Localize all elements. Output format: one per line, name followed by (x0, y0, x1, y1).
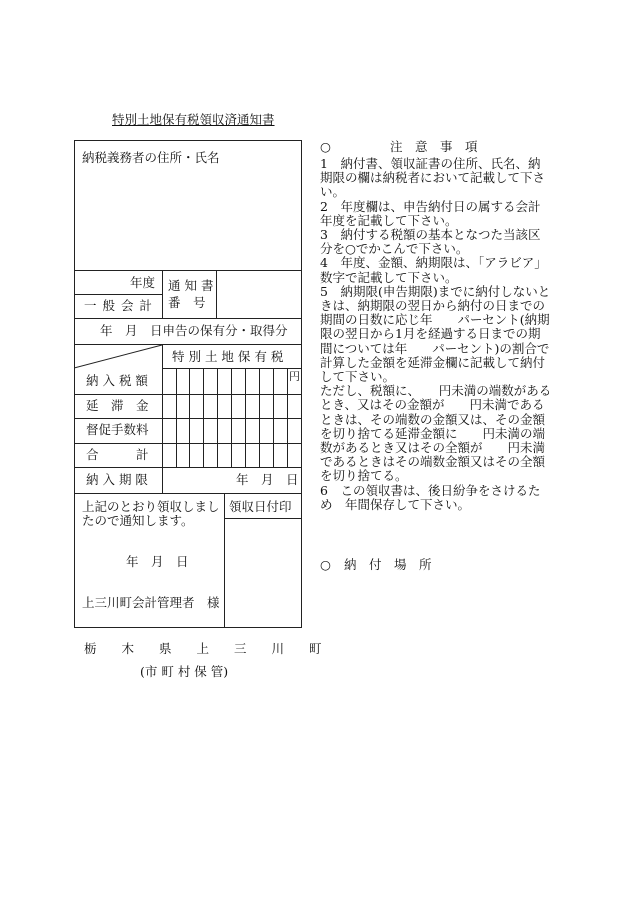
divider (74, 270, 302, 271)
notes-heading-mark: ○ (320, 139, 331, 154)
form-title: 特別土地保有税領収済通知書 (112, 112, 275, 127)
divider (74, 418, 302, 419)
tax-name: 特 別 土 地 保 有 税 (172, 349, 284, 364)
receipt-text: 上記のとおり領収しまし (82, 499, 220, 514)
notice-number-label: 通 知 書 (168, 278, 214, 293)
declaration-label: 年 月 日申告の保有分・取得分 (100, 323, 288, 338)
digit-column-line (176, 368, 177, 467)
late-fee-label: 延 滞 金 (86, 398, 149, 413)
notes-heading: 注 意 事 項 (390, 139, 478, 154)
addressee: 上三川町会計管理者 様 (82, 595, 220, 610)
due-label: 納 入 期 限 (86, 472, 148, 487)
digit-column-line (231, 368, 232, 467)
divider (224, 518, 302, 519)
receipt-text: たので通知します。 (82, 513, 194, 528)
stamp-label: 領収日付印 (229, 499, 292, 514)
account-label: 一 般 会 計 (84, 298, 153, 313)
divider (74, 467, 302, 468)
divider (224, 493, 225, 627)
reminder-fee-label: 督促手数料 (86, 422, 149, 437)
digit-column-line (203, 368, 204, 467)
divider (74, 318, 302, 319)
notice-number-label: 番 号 (168, 295, 206, 310)
diagonal-line (74, 344, 163, 369)
divider (74, 443, 302, 444)
receipt-date-label: 年 月 日 (126, 554, 189, 569)
note-item: 5 納期限(申告期限)までに納付しないときは、納期限の翌日から納付の日までの期間の日数に応じ年 パーセント(納期限の翌日から1月を経過する日までの期間については年 パーセント)の割合で計算した金額を延滞金欄に記載して納付して下さい。 (320, 283, 551, 385)
footer-location: 栃 木 県 上 三 川 町 (84, 641, 322, 656)
digit-column-line (189, 368, 190, 467)
divider (162, 270, 163, 318)
footer-custody: (市 町 村 保 管) (140, 664, 229, 679)
divider (74, 294, 162, 295)
year-label: 年度 (130, 275, 156, 290)
note-item: 3 納付する税額の基本となつた当該区分を○でかこんで下さい。 (320, 227, 541, 257)
digit-column-line (245, 368, 246, 467)
divider (74, 493, 302, 494)
divider (216, 270, 217, 318)
note-item: 1 納付書、領収証書の住所、氏名、納期限の欄は納税者において記載して下さい。 (320, 156, 546, 200)
note-item: 2 年度欄は、申告納付日の属する会計年度を記載して下さい。 (320, 198, 541, 228)
digit-column-line (217, 368, 218, 467)
payment-place: 納 付 場 所 (344, 557, 432, 572)
total-label: 合 計 (86, 447, 149, 462)
due-date-label: 年 月 日 (236, 472, 299, 487)
taxpayer-label: 納税義務者の住所・氏名 (82, 150, 220, 165)
digit-column-line (259, 368, 260, 467)
yen-unit: 円 (289, 370, 300, 383)
payment-place-mark: ○ (320, 557, 331, 572)
divider (162, 368, 302, 369)
note-item: 6 この領収書は、後日紛争をさけるため 年間保存して下さい。 (320, 482, 541, 512)
digit-column-line (287, 368, 288, 467)
note-item: 4 年度、金額、納期限は、「アラビア」数字で記載して下さい。 (320, 255, 547, 285)
divider (74, 394, 302, 395)
tax-amount-label: 納 入 税 額 (86, 373, 148, 388)
note-item: ただし、税額に、 円未満の端数があるとき、又はその金額が 円未満であるときは、その端数の金額又は、その金額を切り捨てる延滞金額に 円未満の端数があるとき又はその全額が 円未満であるときはその端数金額又はその全額を切り捨てる。 (320, 383, 552, 484)
notes-list (320, 157, 552, 512)
digit-column-line (273, 368, 274, 467)
